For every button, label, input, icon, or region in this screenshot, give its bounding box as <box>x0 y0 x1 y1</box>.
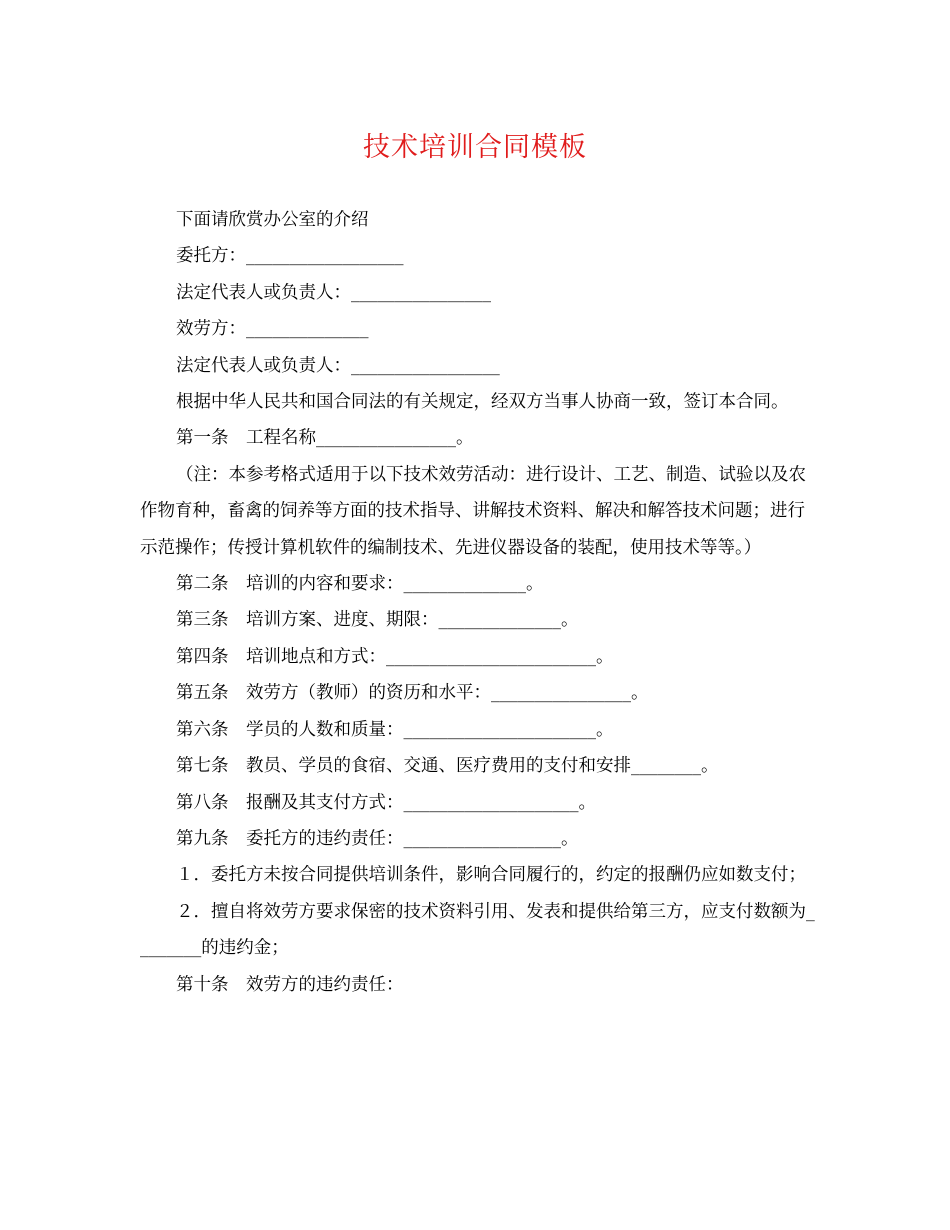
article-9-clause-1: １．委托方未按合同提供培训条件，影响合同履行的，约定的报酬仍应如数支付； <box>176 865 806 886</box>
article-8: 第八条 报酬及其支付方式：____________________。 <box>176 792 596 813</box>
preamble-paragraph: 根据中华人民共和国合同法的有关规定，经双方当事人协商一致，签订本合同。 <box>176 392 789 413</box>
article-9: 第九条 委托方的违约责任：__________________。 <box>176 828 579 849</box>
article-1: 第一条 工程名称________________。 <box>176 428 474 449</box>
article-3: 第三条 培训方案、进度、期限：______________。 <box>176 610 579 631</box>
service-party-line: 效劳方：______________ <box>176 319 369 340</box>
intro-line: 下面请欣赏办公室的介绍 <box>176 210 369 230</box>
article-7: 第七条 教员、学员的食宿、交通、医疗费用的支付和安排________。 <box>176 756 719 777</box>
article-10: 第十条 效劳方的违约责任： <box>176 974 404 995</box>
article-9-clause-2: ２．擅自将效劳方要求保密的技术资料引用、发表和提供给第三方，应支付数额为________的违约金； <box>140 901 815 959</box>
note-paragraph: （注：本参考格式适用于以下技术效劳活动：进行设计、工艺、制造、试验以及农作物育种，畜禽的饲养等方面的技术指导、讲解技术资料、解决和解答技术问题；进行示范操作；传授计算机软件的编制技术、先进仪器设备的装配，使用技术等等。） <box>140 464 806 558</box>
document-body <box>140 202 816 1003</box>
document-title: 技术培训合同模板 <box>363 132 587 163</box>
article-5: 第五条 效劳方（教师）的资历和水平：________________。 <box>176 683 649 704</box>
article-6: 第六条 学员的人数和质量：______________________。 <box>176 719 614 740</box>
article-2: 第二条 培训的内容和要求：______________。 <box>176 574 544 595</box>
article-4: 第四条 培训地点和方式：________________________。 <box>176 646 614 667</box>
service-representative-line: 法定代表人或负责人：_________________ <box>176 355 500 376</box>
client-party-line: 委托方：__________________ <box>176 246 404 267</box>
client-representative-line: 法定代表人或负责人：________________ <box>176 282 491 303</box>
